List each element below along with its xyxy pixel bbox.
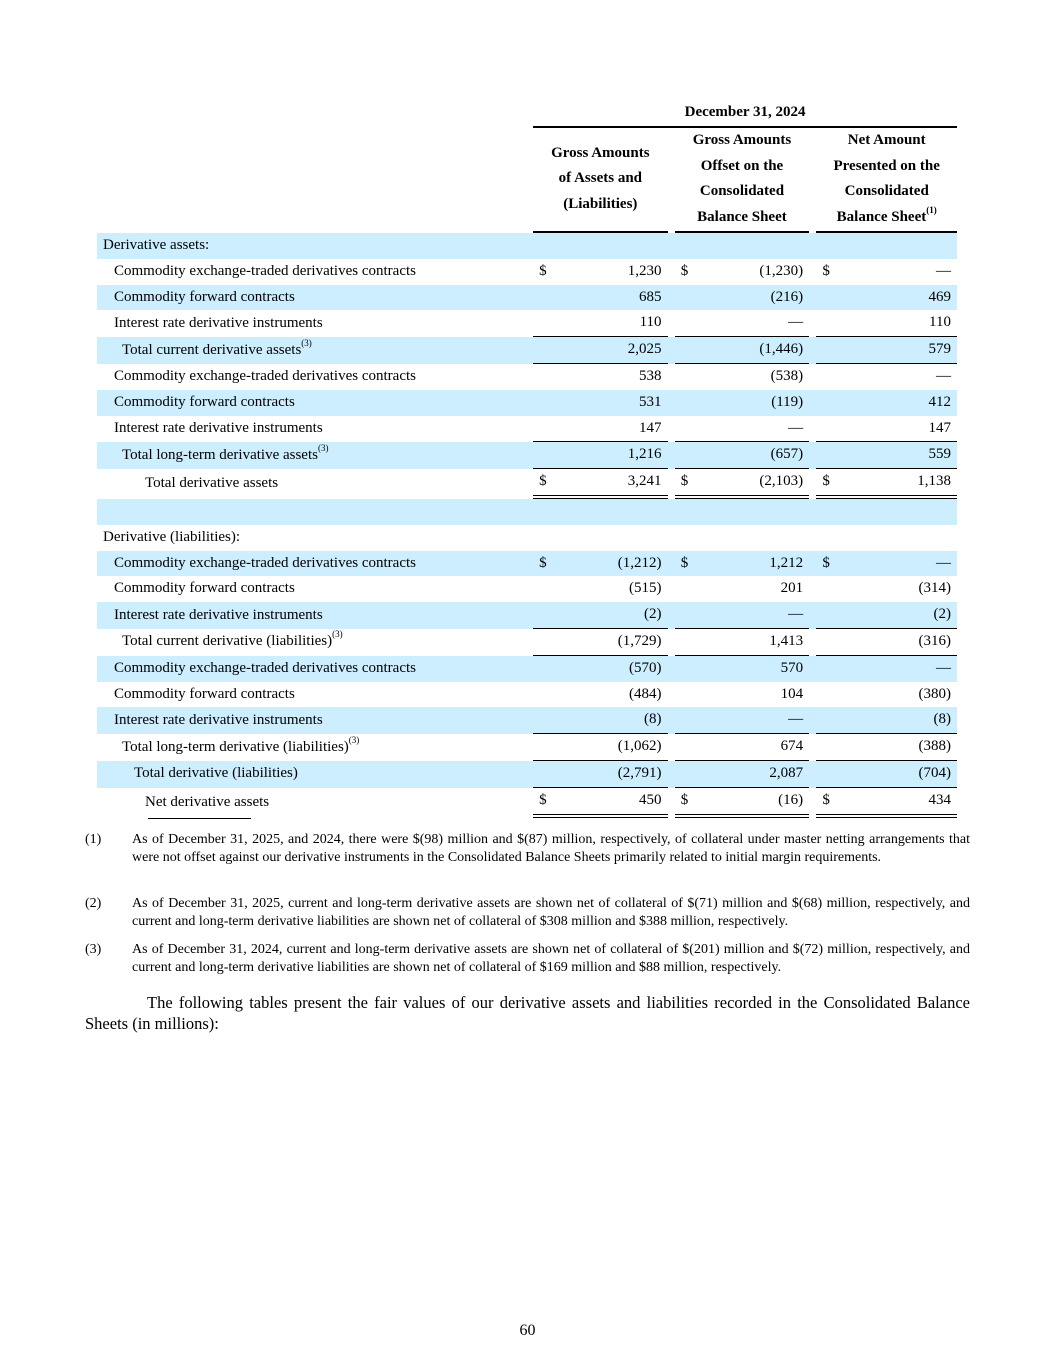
currency-symbol [675, 364, 700, 390]
row-label [97, 551, 526, 577]
cell-value [700, 499, 809, 525]
footnote-1 [85, 831, 970, 867]
column-header-line: Balance Sheet [836, 209, 927, 226]
currency-symbol [816, 576, 842, 602]
cell-value: (8) [559, 707, 668, 734]
row-label [97, 682, 526, 708]
row-label-text: Derivative assets: [103, 236, 210, 253]
table-row [97, 416, 957, 443]
column-gap [668, 734, 675, 761]
currency-symbol [816, 656, 842, 682]
cell-value: (1,062) [559, 734, 668, 761]
column-gap [809, 656, 816, 682]
cell-value: 110 [842, 310, 957, 337]
row-label-text: Commodity exchange-traded derivatives contracts [114, 262, 416, 279]
row-label [97, 602, 526, 629]
currency-symbol [675, 734, 700, 761]
currency-symbol [533, 233, 558, 259]
table-row [97, 310, 957, 337]
column-gap [809, 734, 816, 761]
cell-value [842, 499, 957, 525]
column-gap [526, 551, 533, 577]
currency-symbol [816, 707, 842, 734]
cell-value: (8) [842, 707, 957, 734]
currency-symbol [675, 656, 700, 682]
currency-symbol: $ [816, 788, 842, 818]
cell-value: (1,729) [559, 629, 668, 656]
derivative-offset-table [97, 100, 957, 818]
row-label-text: Total current derivative (liabilities) [122, 633, 333, 650]
cell-value: (314) [918, 580, 951, 597]
row-label-text: Total derivative assets [145, 475, 279, 492]
table-row [97, 629, 957, 656]
column-gap [668, 259, 675, 285]
currency-symbol [816, 390, 842, 416]
cell-value: 570 [700, 656, 809, 682]
column-gap [526, 629, 533, 656]
cell-value: 104 [780, 685, 804, 702]
table-row [97, 707, 957, 734]
cell-value [559, 233, 668, 259]
currency-symbol [816, 364, 842, 390]
period-header-row [97, 100, 957, 128]
column-gap [526, 416, 533, 443]
column-header-line: Gross Amounts [692, 131, 792, 148]
cell-value: — [936, 262, 951, 279]
cell-value: (1,446) [700, 337, 809, 364]
column-gap [809, 788, 816, 818]
cell-value [842, 233, 957, 259]
row-label [97, 576, 526, 602]
column-header-offset-amounts [675, 128, 809, 233]
row-label [97, 499, 526, 525]
cell-value: 147 [559, 416, 668, 443]
currency-symbol: $ [675, 551, 700, 577]
column-gap [809, 629, 816, 656]
row-label [97, 259, 526, 285]
row-label [97, 525, 526, 551]
cell-value: — [842, 551, 957, 577]
currency-symbol [533, 285, 558, 311]
row-label [97, 734, 526, 761]
row-label [97, 285, 526, 311]
cell-value [700, 233, 809, 259]
table-row [97, 788, 957, 818]
cell-value: 450 [559, 788, 668, 818]
row-label-text: Interest rate derivative instruments [114, 606, 323, 623]
cell-value: 1,212 [700, 551, 809, 577]
currency-symbol [675, 233, 700, 259]
currency-symbol [675, 310, 700, 337]
row-label [97, 442, 526, 469]
table-row [97, 682, 957, 708]
column-gap [668, 602, 675, 629]
column-gap [668, 310, 675, 337]
column-gap [668, 576, 675, 602]
table-row [97, 656, 957, 682]
cell-value: 1,413 [700, 629, 809, 656]
footnote-reference: (3) [332, 629, 343, 640]
section-header-row [97, 233, 957, 259]
cell-value: 1,230 [627, 262, 662, 279]
footnote-reference: (3) [301, 337, 312, 348]
currency-symbol [675, 285, 700, 311]
cell-value: (570) [559, 656, 668, 682]
footnote-3 [85, 941, 970, 977]
column-header-line: Presented on the [833, 157, 940, 174]
column-header-line: Offset on the [700, 157, 784, 174]
spacer-row [97, 499, 957, 525]
column-gap [809, 499, 816, 525]
currency-symbol [816, 682, 842, 708]
column-header-line: of Assets and [558, 170, 643, 187]
row-label-text: Commodity exchange-traded derivatives contracts [114, 659, 416, 676]
column-gap [526, 707, 533, 734]
row-label-text: Derivative (liabilities): [103, 528, 241, 545]
row-label-text: Commodity forward contracts [114, 580, 295, 597]
footnote-marker: (2) [85, 896, 102, 911]
cell-value: (316) [842, 629, 957, 656]
cell-value: (16) [700, 788, 809, 818]
footnote-reference: (3) [317, 442, 329, 453]
currency-symbol: $ [533, 469, 558, 499]
currency-symbol [816, 416, 842, 443]
row-label-text: Interest rate derivative instruments [114, 711, 323, 728]
column-gap [668, 469, 675, 499]
currency-symbol [816, 442, 842, 469]
row-label [97, 390, 526, 416]
currency-symbol [533, 416, 558, 443]
column-gap [668, 707, 675, 734]
column-gap [668, 233, 675, 259]
column-gap [809, 761, 816, 788]
column-gap [526, 525, 533, 551]
cell-value: 147 [842, 416, 957, 443]
column-header-line: Consolidated [699, 183, 785, 200]
row-label [97, 416, 526, 443]
column-gap [526, 602, 533, 629]
cell-value: 674 [700, 734, 809, 761]
column-gap [526, 337, 533, 364]
currency-symbol: $ [675, 788, 700, 818]
currency-symbol [816, 285, 842, 311]
currency-symbol [675, 442, 700, 469]
column-gap [526, 390, 533, 416]
column-gap [526, 233, 533, 259]
column-gap [668, 682, 675, 708]
cell-value [700, 525, 809, 551]
currency-symbol [533, 310, 558, 337]
currency-symbol [533, 656, 558, 682]
currency-symbol [816, 761, 842, 788]
cell-value: — [936, 367, 951, 384]
currency-symbol: $ [539, 262, 547, 279]
row-label [97, 656, 526, 682]
currency-symbol [533, 576, 558, 602]
column-gap [809, 259, 816, 285]
currency-symbol: $ [680, 262, 689, 279]
currency-symbol [533, 761, 558, 788]
column-gap [809, 525, 816, 551]
cell-value: 469 [842, 285, 957, 311]
row-label [97, 788, 526, 818]
table-row [97, 734, 957, 761]
column-gap [809, 233, 816, 259]
footnote-text: As of December 31, 2025, current and long-term derivative assets are shown net of collateral of $(71) million and $(68) million, respectively, and current and long-term derivative liabilities are shown net of collateral of $308 million and $388 million, respectively. [132, 896, 970, 929]
currency-symbol [533, 499, 558, 525]
cell-value: (388) [842, 734, 957, 761]
table-row [97, 761, 957, 788]
column-gap [668, 416, 675, 443]
column-gap [668, 656, 675, 682]
cell-value: 2,025 [559, 337, 668, 364]
currency-symbol [533, 734, 558, 761]
row-label-text: Commodity forward contracts [114, 685, 295, 702]
footnote-marker: (1) [85, 832, 102, 847]
cell-value: 412 [842, 390, 957, 416]
currency-symbol [675, 707, 700, 734]
section-header-row [97, 525, 957, 551]
column-gap [809, 551, 816, 577]
currency-symbol [816, 602, 842, 629]
currency-symbol [533, 337, 558, 364]
currency-symbol [675, 499, 700, 525]
column-gap [809, 310, 816, 337]
column-gap [668, 525, 675, 551]
column-header-line: Net Amount [847, 131, 926, 148]
column-gap [526, 442, 533, 469]
footnote-2 [85, 895, 970, 931]
row-label-text: Net derivative assets [145, 793, 270, 810]
currency-symbol [675, 525, 700, 551]
column-gap [526, 469, 533, 499]
footnote-divider [148, 818, 251, 819]
column-header-net-amount [816, 128, 957, 233]
cell-value: 579 [842, 337, 957, 364]
column-gap [809, 416, 816, 443]
column-gap [526, 656, 533, 682]
cell-value: (216) [700, 285, 809, 311]
row-label [97, 310, 526, 337]
row-label-text: Total long-term derivative assets [122, 446, 318, 463]
column-gap [809, 469, 816, 499]
column-gap [526, 788, 533, 818]
row-label [97, 233, 526, 259]
column-gap [668, 499, 675, 525]
cell-value: — [842, 656, 957, 682]
currency-symbol: $ [533, 788, 558, 818]
currency-symbol [533, 629, 558, 656]
table-row [97, 285, 957, 311]
table-row [97, 551, 957, 577]
cell-value: 1,138 [842, 469, 957, 499]
table-row [97, 602, 957, 629]
footnote-reference: (1) [926, 205, 937, 216]
column-gap [809, 337, 816, 364]
cell-value: (2,103) [700, 469, 809, 499]
currency-symbol [675, 390, 700, 416]
cell-value: (704) [842, 761, 957, 788]
column-gap [668, 551, 675, 577]
column-gap [668, 788, 675, 818]
cell-value: (2) [842, 602, 957, 629]
currency-symbol [816, 310, 842, 337]
column-gap [668, 629, 675, 656]
cell-value: 434 [842, 788, 957, 818]
column-gap [526, 761, 533, 788]
column-gap [809, 285, 816, 311]
column-gap [526, 285, 533, 311]
table-row [97, 576, 957, 602]
footnote-reference: (3) [348, 734, 360, 745]
cell-value: (657) [700, 442, 809, 469]
table-row [97, 442, 957, 469]
column-gap [526, 499, 533, 525]
column-header-line: Gross Amounts [551, 144, 650, 161]
footnote-text: As of December 31, 2024, current and long-term derivative assets are shown net of collateral of $(201) million and $(72) million, respectively, and current and long-term derivative liabilities are shown net of collateral of $169 million and $88 million, respectively. [132, 942, 970, 975]
currency-symbol: $ [816, 469, 842, 499]
cell-value: 538 [639, 367, 662, 384]
cell-value: 559 [842, 442, 957, 469]
currency-symbol [675, 761, 700, 788]
column-header-line: (Liabilities) [563, 196, 638, 213]
table-row [97, 469, 957, 499]
cell-value: (380) [918, 685, 951, 702]
currency-symbol [533, 364, 558, 390]
cell-value: (2) [559, 602, 668, 629]
column-gap [526, 310, 533, 337]
column-header-gross-amounts [533, 128, 667, 233]
cell-value: (1,230) [759, 262, 804, 279]
column-gap [809, 442, 816, 469]
column-gap [809, 707, 816, 734]
currency-symbol: $ [816, 551, 842, 577]
row-label-text: Commodity exchange-traded derivatives contracts [114, 367, 416, 384]
column-gap [809, 576, 816, 602]
cell-value: 1,216 [559, 442, 668, 469]
row-label-text: Commodity forward contracts [114, 393, 295, 410]
column-gap [809, 682, 816, 708]
cell-value: — [700, 416, 809, 443]
cell-value: 685 [559, 285, 668, 311]
cell-value: 3,241 [559, 469, 668, 499]
intro-paragraph: The following tables present the fair values of our derivative assets and liabilities recorded in the Consolidated Balance Sheets (in millions): [85, 993, 970, 1033]
column-gap [809, 364, 816, 390]
table-row [97, 259, 957, 285]
cell-value [559, 499, 668, 525]
table-row [97, 390, 957, 416]
cell-value: 201 [780, 580, 804, 597]
row-label [97, 337, 526, 364]
row-label-text: Total long-term derivative (liabilities) [122, 738, 349, 755]
cell-value: 531 [559, 390, 668, 416]
currency-symbol [816, 734, 842, 761]
cell-value [559, 525, 668, 551]
currency-symbol [675, 629, 700, 656]
row-label [97, 629, 526, 656]
column-gap [668, 285, 675, 311]
column-gap [668, 390, 675, 416]
table-row [97, 337, 957, 364]
currency-symbol [816, 233, 842, 259]
row-label [97, 469, 526, 499]
currency-symbol [533, 390, 558, 416]
currency-symbol [816, 525, 842, 551]
currency-symbol [533, 682, 558, 708]
row-label-text: Commodity exchange-traded derivatives contracts [114, 554, 416, 571]
cell-value: (515) [629, 580, 662, 597]
column-gap [809, 602, 816, 629]
currency-symbol [533, 602, 558, 629]
currency-symbol [816, 629, 842, 656]
column-gap [668, 761, 675, 788]
currency-symbol: $ [533, 551, 558, 577]
column-header-line: Balance Sheet [697, 209, 787, 226]
column-gap [809, 390, 816, 416]
footnote-marker: (3) [85, 942, 102, 957]
currency-symbol [816, 499, 842, 525]
cell-value: (119) [700, 390, 809, 416]
column-header-line: Consolidated [844, 183, 929, 200]
cell-value: (538) [770, 367, 804, 384]
currency-symbol [675, 416, 700, 443]
cell-value: (484) [629, 685, 662, 702]
row-label [97, 761, 526, 788]
row-label [97, 707, 526, 734]
currency-symbol [533, 707, 558, 734]
table-row [97, 364, 957, 390]
cell-value: 2,087 [700, 761, 809, 788]
column-gap [526, 259, 533, 285]
currency-symbol [533, 525, 558, 551]
row-label-text: Total current derivative assets [122, 341, 302, 358]
currency-symbol [675, 682, 700, 708]
column-gap [526, 734, 533, 761]
cell-value [842, 525, 957, 551]
column-gap [526, 682, 533, 708]
cell-value: — [700, 310, 809, 337]
cell-value: 110 [559, 310, 668, 337]
cell-value: — [700, 707, 809, 734]
currency-symbol: $ [675, 469, 700, 499]
column-gap [526, 576, 533, 602]
currency-symbol [533, 442, 558, 469]
footnote-text: As of December 31, 2025, and 2024, there were $(98) million and $(87) million, respectively, of collateral under master netting arrangements that were not offset against our derivative instruments in the Consolidated Balance Sheets primarily related to initial margin requirements. [132, 832, 970, 865]
column-gap [668, 337, 675, 364]
row-label [97, 364, 526, 390]
currency-symbol [675, 602, 700, 629]
currency-symbol [675, 576, 700, 602]
currency-symbol [816, 337, 842, 364]
column-gap [526, 364, 533, 390]
column-gap [668, 442, 675, 469]
row-label-text: Interest rate derivative instruments [114, 420, 323, 437]
column-gap [668, 364, 675, 390]
row-label-text: Total derivative (liabilities) [134, 765, 298, 782]
cell-value: (1,212) [559, 551, 668, 577]
column-header-row [97, 128, 957, 233]
cell-value: (2,791) [559, 761, 668, 788]
currency-symbol [675, 337, 700, 364]
currency-symbol: $ [822, 262, 830, 279]
cell-value: — [700, 602, 809, 629]
row-label-text: Commodity forward contracts [114, 288, 295, 305]
page-number: 60 [519, 1322, 536, 1339]
period-header: December 31, 2024 [533, 100, 957, 128]
row-label-text: Interest rate derivative instruments [114, 314, 323, 331]
